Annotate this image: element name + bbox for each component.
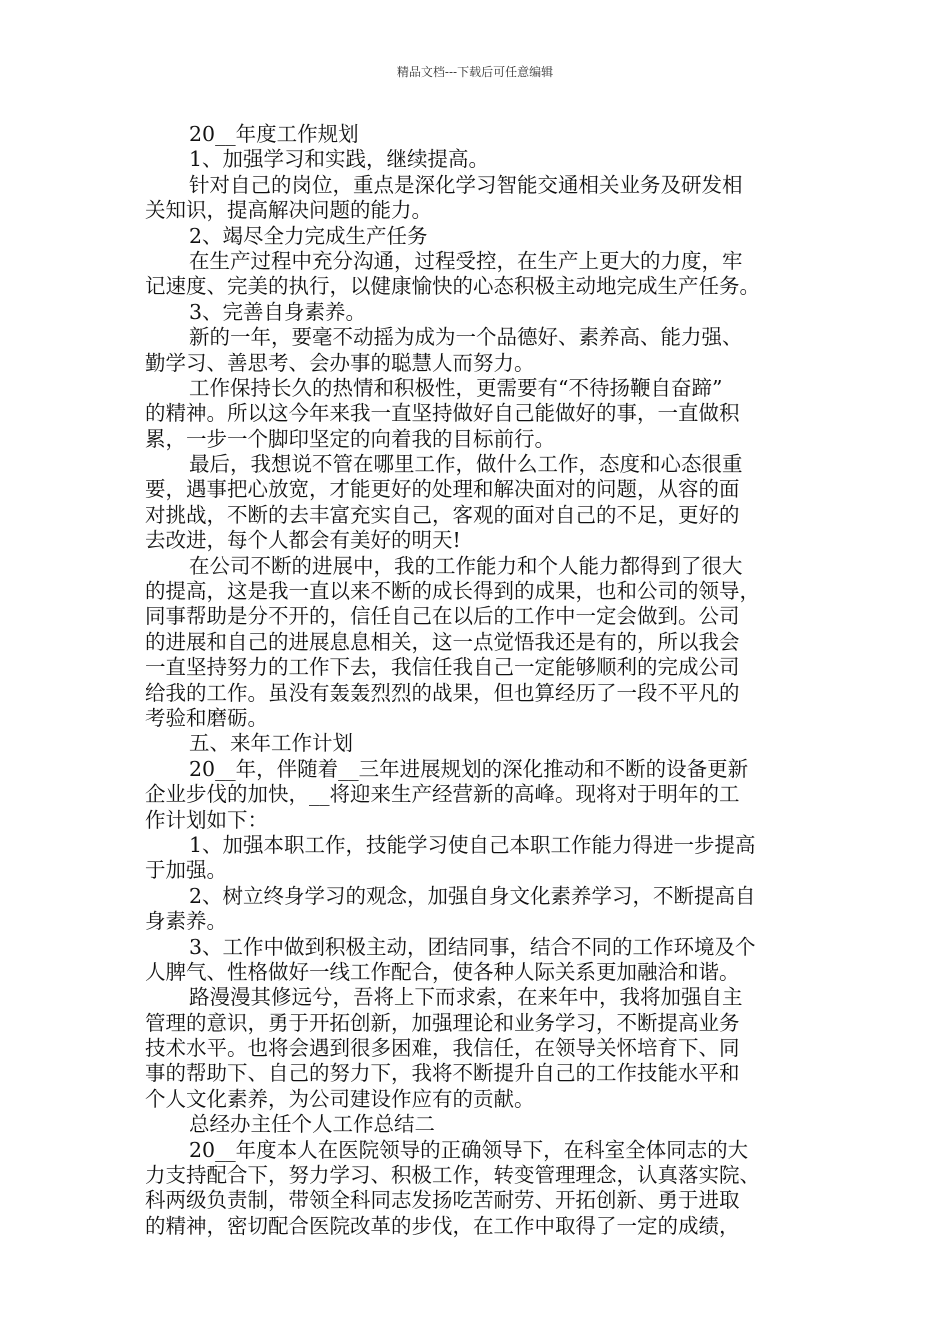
document-body xyxy=(145,122,805,1239)
text-line: 去改进，每个人都会有美好的明天! xyxy=(145,528,461,553)
text-line: 关知识，提高解决问题的能力。 xyxy=(145,198,432,223)
text-line: 勤学习、善思考、会办事的聪慧人而努力。 xyxy=(145,350,535,375)
text-line: 的提高，这是我一直以来不断的成长得到的成果，也和公司的领导， xyxy=(145,579,760,604)
text-line: 事的帮助下、自己的努力下，我将不断提升自己的工作技能水平和 xyxy=(145,1061,740,1086)
text-line: 2、竭尽全力完成生产任务 xyxy=(189,223,428,248)
text-line: 要，遇事把心放宽，才能更好的处理和解决面对的问题，从容的面 xyxy=(145,477,740,502)
text-line: 总经办主任个人工作总结二 xyxy=(189,1112,435,1137)
text-line: 给我的工作。虽没有轰轰烈烈的战果，但也算经历了一段不平凡的 xyxy=(145,680,740,705)
text-line: 一直坚持努力的工作下去，我信任我自己一定能够顺利的完成公司 xyxy=(145,655,740,680)
page-header: 精品文档---下载后可任意编辑 xyxy=(396,65,554,79)
text-line: 管理的意识，勇于开拓创新，加强理论和业务学习，不断提高业务 xyxy=(145,1010,740,1035)
text-line: 的精神，密切配合医院改革的步伐，在工作中取得了一定的成绩， xyxy=(145,1213,740,1238)
text-line: 20__年，伴随着__三年进展规划的深化推动和不断的设备更新 xyxy=(189,756,749,781)
text-line: 力支持配合下，努力学习、积极工作，转变管理理念，认真落实院、 xyxy=(145,1163,760,1188)
text-line: 的进展和自己的进展息息相关，这一点觉悟我还是有的，所以我会 xyxy=(145,629,740,654)
text-line: 考验和磨砺。 xyxy=(145,705,268,730)
text-line: 在生产过程中充分沟通，过程受控，在生产上更大的力度，牢 xyxy=(189,248,743,273)
text-line: 身素养。 xyxy=(145,909,227,934)
text-line: 20__年度工作规划 xyxy=(189,122,359,146)
text-line: 针对自己的岗位，重点是深化学习智能交通相关业务及研发相 xyxy=(189,172,743,197)
text-line: 3、完善自身素养。 xyxy=(189,299,367,324)
text-line: 个人文化素养，为公司建设作应有的贡献。 xyxy=(145,1086,535,1111)
text-line: 最后，我想说不管在哪里工作，做什么工作，态度和心态很重 xyxy=(189,452,743,477)
text-line: 3、工作中做到积极主动，团结同事，结合不同的工作环境及个 xyxy=(189,934,756,959)
text-line: 于加强。 xyxy=(145,858,227,883)
text-line: 科两级负责制，带领全科同志发扬吃苦耐劳、开拓创新、勇于进取 xyxy=(145,1188,740,1213)
text-line: 1、加强本职工作，技能学习使自己本职工作能力得进一步提高 xyxy=(189,832,756,857)
text-line: 技术水平。也将会遇到很多困难，我信任，在领导关怀培育下、同 xyxy=(145,1036,740,1061)
text-line: 2、树立终身学习的观念，加强自身文化素养学习，不断提高自 xyxy=(189,883,756,908)
text-line: 对挑战，不断的去丰富充实自己，客观的面对自己的不足，更好的 xyxy=(145,502,740,527)
text-line: 企业步伐的加快，__将迎来生产经营新的高峰。现将对于明年的工 xyxy=(145,782,740,807)
text-line: 同事帮助是分不开的，信任自己在以后的工作中一定会做到。公司 xyxy=(145,604,740,629)
text-line: 路漫漫其修远兮，吾将上下而求索，在来年中，我将加强自主 xyxy=(189,985,743,1010)
text-line: 的精神。所以这今年来我一直坚持做好自己能做好的事，一直做积 xyxy=(145,401,740,426)
text-line: 作计划如下： xyxy=(145,807,268,832)
text-line: 新的一年，要毫不动摇为成为一个品德好、素养高、能力强、 xyxy=(189,325,743,350)
text-line: 工作保持长久的热情和积极性，更需要有“不待扬鞭自奋蹄” xyxy=(189,375,723,400)
text-line: 人脾气、性格做好一线工作配合，使各种人际关系更加融洽和谐。 xyxy=(145,959,740,984)
text-line: 20__年度本人在医院领导的正确领导下，在科室全体同志的大 xyxy=(189,1137,749,1162)
text-line: 记速度、完美的执行，以健康愉快的心态积极主动地完成生产任务。 xyxy=(145,274,760,299)
text-line: 累，一步一个脚印坚定的向着我的目标前行。 xyxy=(145,426,555,451)
text-line: 在公司不断的进展中，我的工作能力和个人能力都得到了很大 xyxy=(189,553,743,578)
text-line: 五、来年工作计划 xyxy=(189,731,353,756)
text-line: 1、加强学习和实践，继续提高。 xyxy=(189,147,490,172)
